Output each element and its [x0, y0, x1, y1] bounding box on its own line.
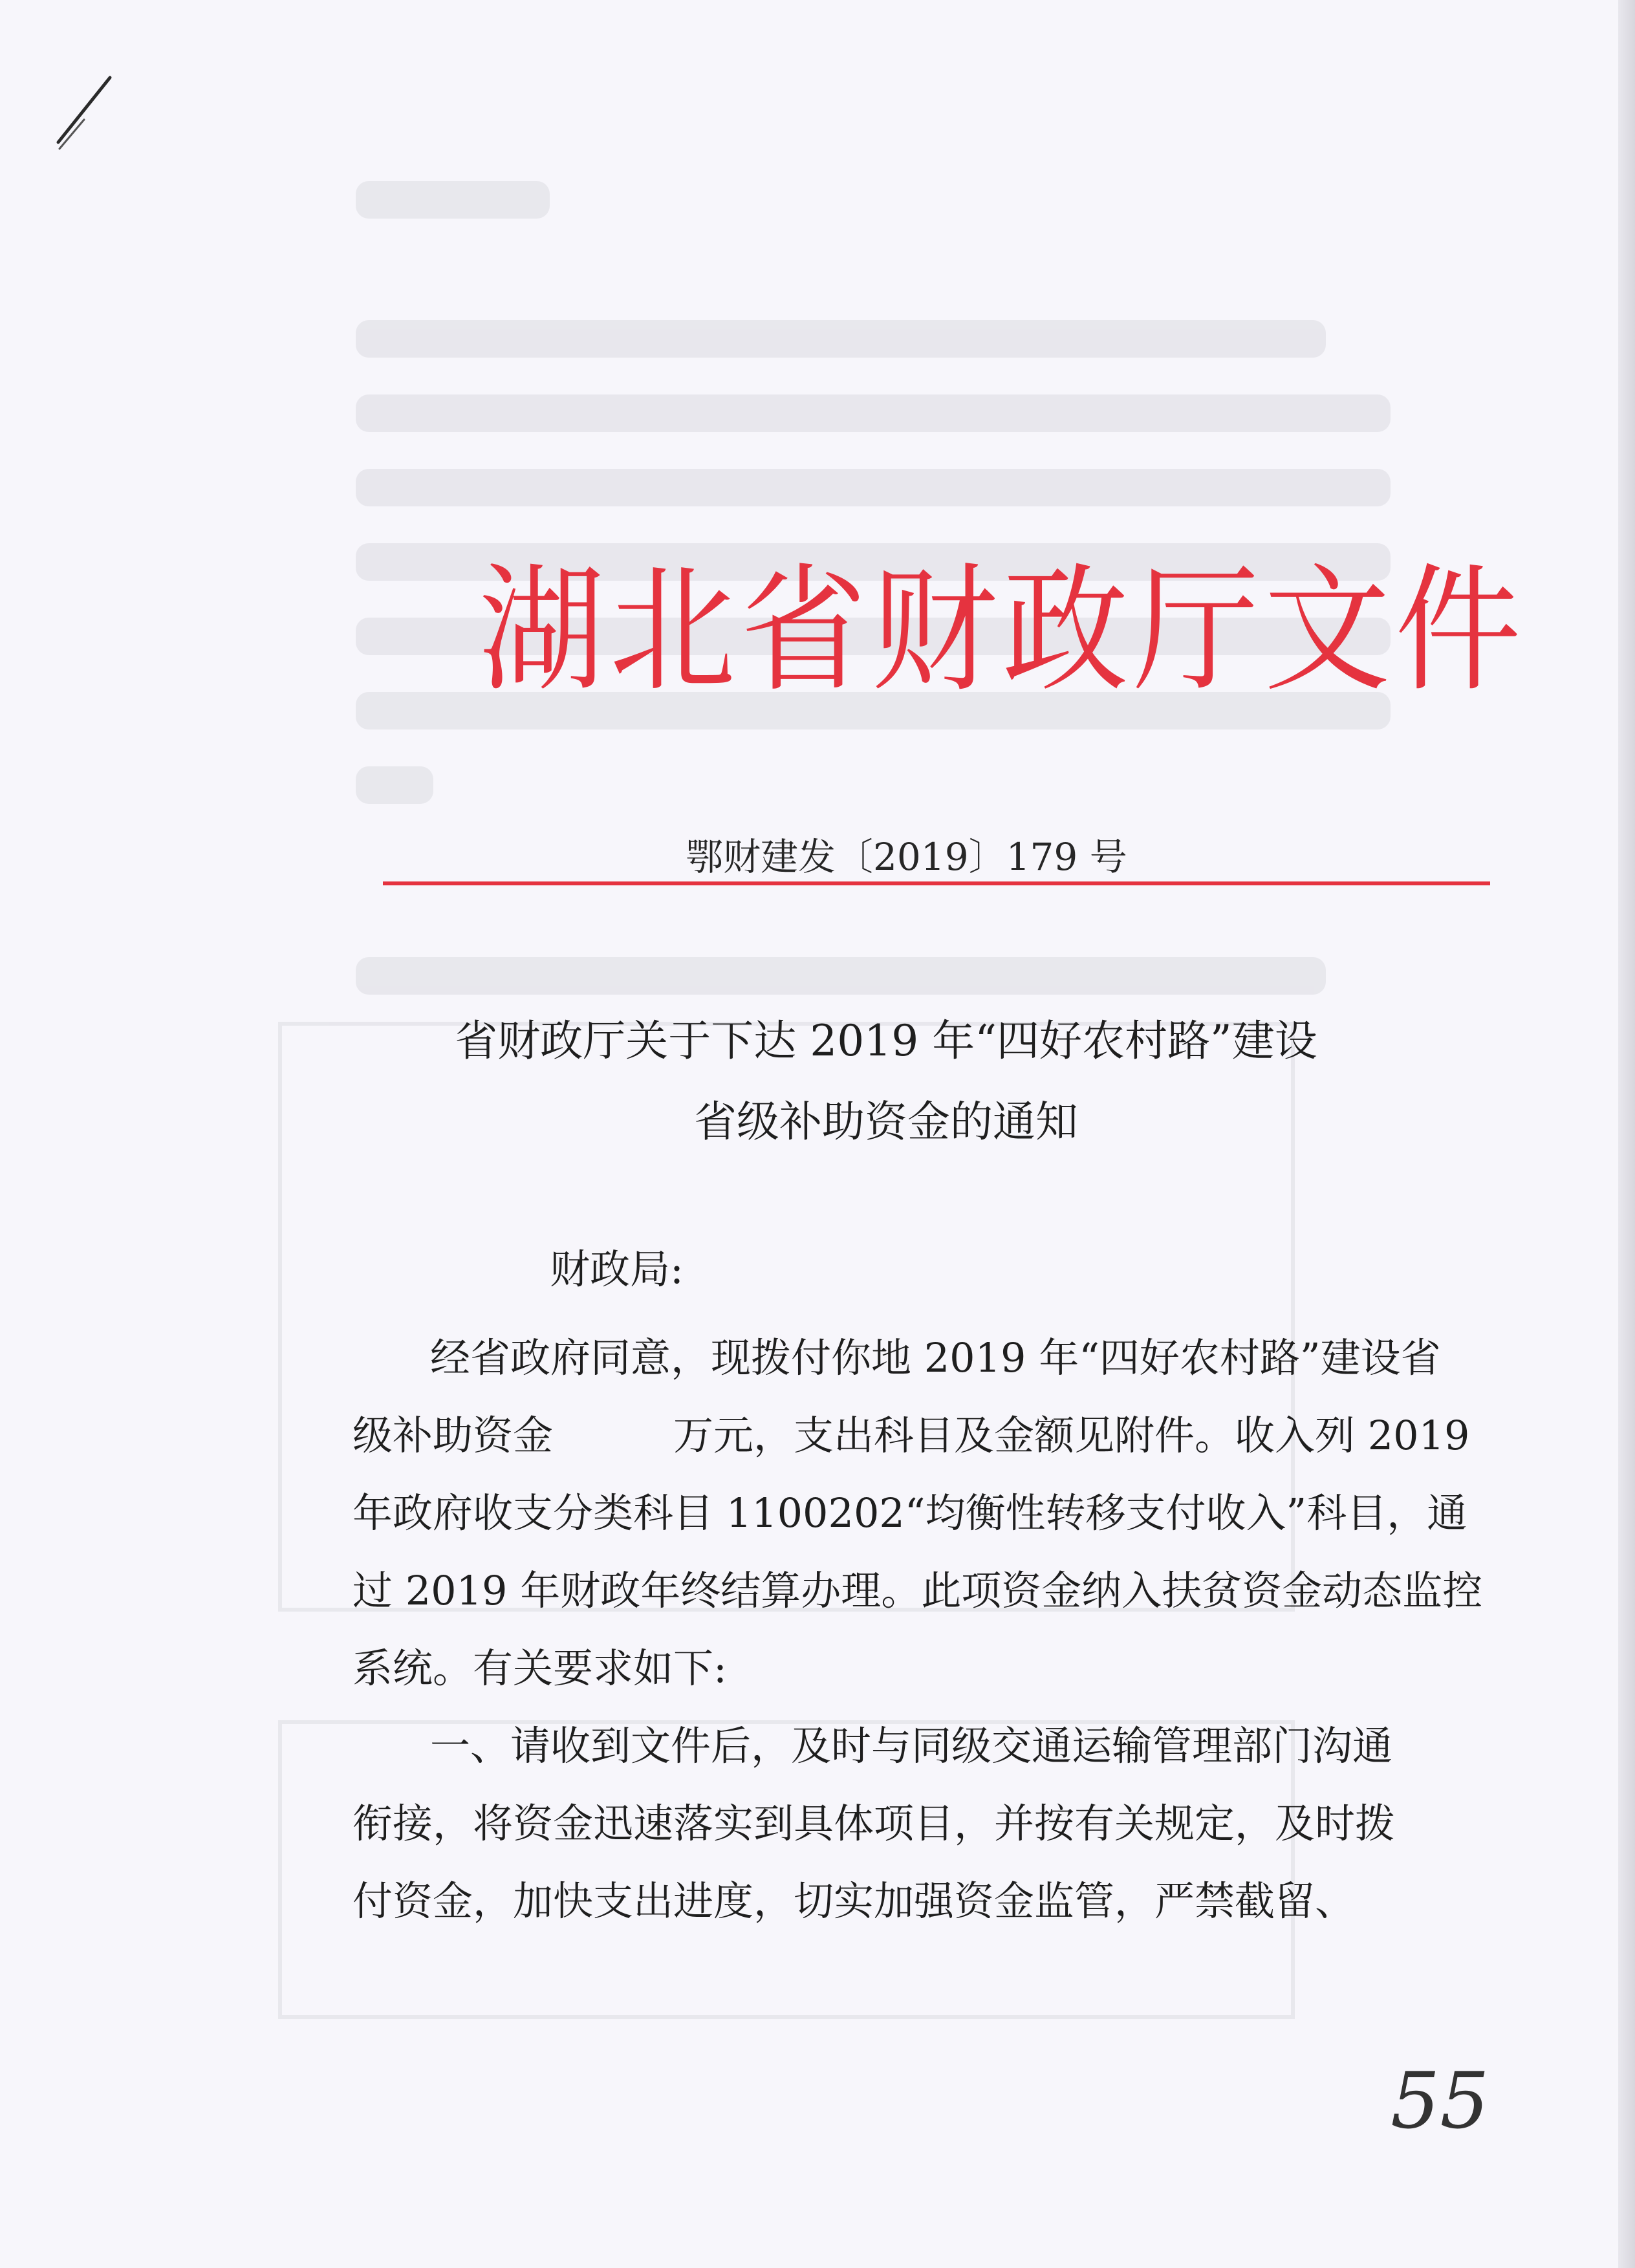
document-number: 鄂财建发〔2019〕179 号 [686, 835, 1127, 879]
paragraph-line: 级补助资金 万元，支出科目及金额见附件。收入列 2019 [352, 1412, 1470, 1459]
paragraph-line: 系统。有关要求如下: [352, 1645, 727, 1692]
header-red-rule [383, 881, 1490, 885]
paragraph-line: 衔接，将资金迅速落实到具体项目，并按有关规定，及时拨 [352, 1800, 1396, 1847]
subject-line-1: 省财政厅关于下达 2019 年“四好农村路”建设 [455, 1016, 1317, 1066]
paragraph-line: 年政府收支分类科目 1100202“均衡性转移支付收入”科目，通 [352, 1489, 1467, 1537]
paragraph-line: 一、请收到文件后，及时与同级交通运输管理部门沟通 [430, 1722, 1393, 1769]
page-edge-shadow [1618, 0, 1635, 2268]
paragraph-line: 付资金，加快支出进度，切实加强资金监管，严禁截留、 [352, 1877, 1356, 1925]
handwritten-page-number: 55 [1391, 2057, 1489, 2146]
paragraph-line: 过 2019 年财政年终结算办理。此项资金纳入扶贫资金动态监控 [352, 1567, 1483, 1614]
subject-line-2: 省级补助资金的通知 [694, 1097, 1078, 1147]
salutation: 财政局: [550, 1246, 684, 1293]
paragraph-line: 经省政府同意，现拨付你地 2019 年“四好农村路”建设省 [430, 1334, 1441, 1381]
staple-mark-icon [45, 58, 149, 168]
document-header-title: 湖北省财政厅文件 [479, 550, 1526, 710]
